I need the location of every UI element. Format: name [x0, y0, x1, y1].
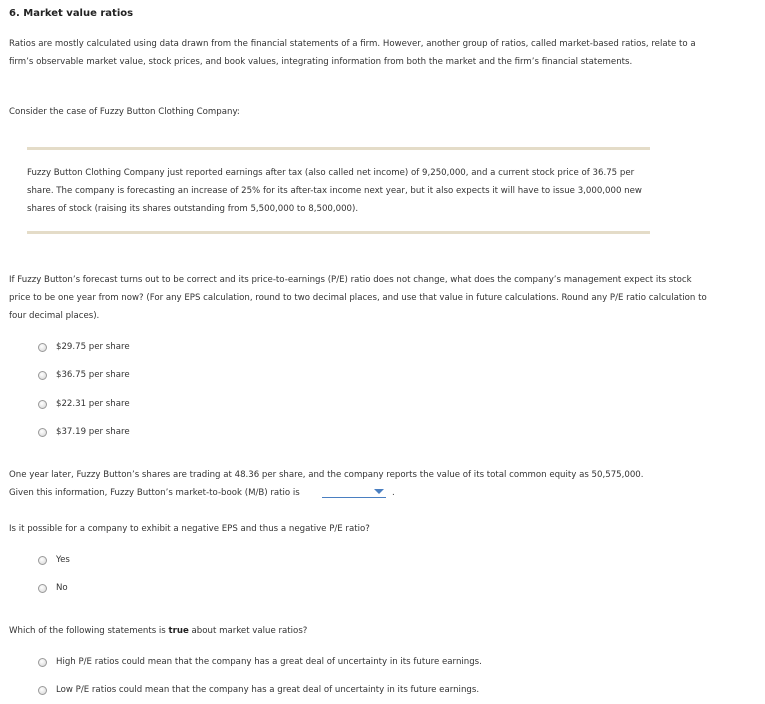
question3-text: Is it possible for a company to exhibit a negative EPS and thus a negative P/E ratio? — [9, 524, 370, 534]
question4-suffix: about market value ratios? — [188, 626, 308, 636]
case-box-bottom-rule — [27, 231, 650, 234]
radio-button[interactable] — [38, 400, 47, 409]
question4-prefix: Which of the following statements is — [9, 626, 169, 636]
radio-button[interactable] — [38, 686, 47, 695]
option-label: $22.31 per share — [56, 399, 130, 409]
option-label: No — [56, 583, 68, 593]
question2-text-line1: One year later, Fuzzy Button’s shares are trading at 48.36 per share, and the company reports the value of its total common equity as 50,575,000. — [9, 470, 644, 480]
q4-option-1[interactable] — [38, 654, 482, 670]
radio-button[interactable] — [38, 584, 47, 593]
q1-option-4[interactable] — [38, 424, 130, 440]
option-label: High P/E ratios could mean that the company has a great deal of uncertainty in its future earnings. — [56, 657, 482, 667]
option-label: $37.19 per share — [56, 427, 130, 437]
question1-text: If Fuzzy Button’s forecast turns out to be correct and its price-to-earnings (P/E) ratio does not change, what does the company’s management expect its stock price to be one year from now? (For any EPS calculation, round to two decimal places, and use that value in future calculations. Round any P/E ratio calculation to four decimal places). — [9, 275, 707, 321]
option-label: $29.75 per share — [56, 342, 130, 352]
q1-option-1[interactable] — [38, 339, 130, 355]
q1-option-3[interactable] — [38, 396, 130, 412]
option-label: Low P/E ratios could mean that the company has a great deal of uncertainty in its future earnings. — [56, 685, 480, 695]
radio-button[interactable] — [38, 371, 47, 380]
mb-ratio-dropdown[interactable] — [322, 486, 386, 498]
case-text: Fuzzy Button Clothing Company just reported earnings after tax (also called net income) of 9,250,000, and a current stock price of 36.75 per share. The company is forecasting an increase of 25% for its after-tax income next year, but it also expects it will have to issue 3,000,000 new shares of stock (raising its shares outstanding from 5,500,000 to 8,500,000). — [27, 168, 642, 214]
intro-paragraph: Ratios are mostly calculated using data drawn from the financial statements of a firm. However, another group of ratios, called market-based ratios, relate to a firm’s observable market value, stock prices, and book values, integrating information from both the market and the firm’s financial statements. — [9, 39, 696, 67]
chevron-down-icon[interactable] — [374, 489, 384, 494]
q1-option-2[interactable] — [38, 367, 130, 383]
radio-button[interactable] — [38, 428, 47, 437]
sentence-period: . — [392, 488, 395, 498]
question-title: 6. Market value ratios — [9, 8, 134, 19]
radio-button[interactable] — [38, 658, 47, 667]
question2-text-line2: Given this information, Fuzzy Button’s market-to-book (M/B) ratio is — [9, 488, 300, 498]
radio-button[interactable] — [38, 556, 47, 565]
consider-text: Consider the case of Fuzzy Button Clothing Company: — [9, 107, 240, 117]
q4-option-2[interactable] — [38, 682, 479, 698]
radio-button[interactable] — [38, 343, 47, 352]
q3-option-yes[interactable] — [38, 552, 70, 568]
question4-text — [9, 622, 307, 640]
case-box-top-rule — [27, 147, 650, 150]
question4-bold-word: true — [168, 626, 189, 636]
option-label: Yes — [56, 555, 70, 565]
q3-option-no[interactable] — [38, 580, 68, 596]
option-label: $36.75 per share — [56, 370, 130, 380]
